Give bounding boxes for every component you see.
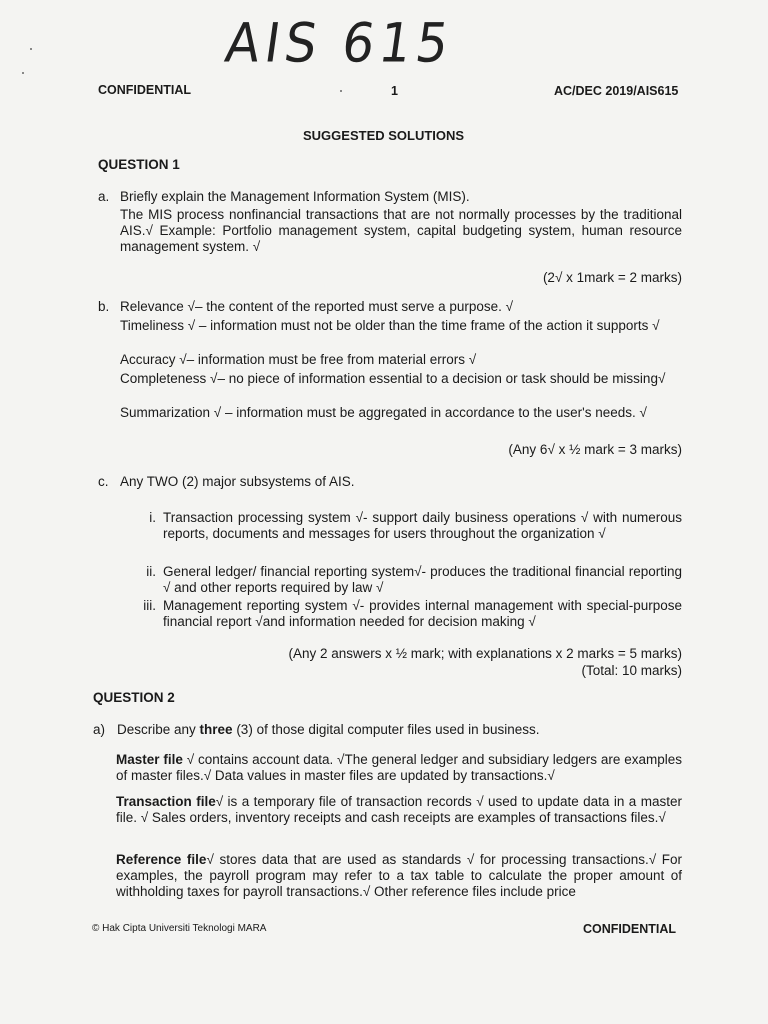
scan-speck [22,72,24,74]
master-file-term: Master file [116,752,183,767]
q1a-marks: (2√ x 1mark = 2 marks) [542,270,682,285]
q1a-label: a. [98,189,110,204]
question-1-heading: QUESTION 1 [98,157,180,172]
q1b-line: Summarization √ – information must be aggregated in accordance to the user's needs. √ [120,405,647,420]
q1c-question: Any TWO (2) major subsystems of AIS. [120,474,355,489]
q1c-marks: (Any 2 answers x ½ mark; with explanations x 2 marks = 5 marks) [288,646,682,661]
q1c-item-text: General ledger/ financial reporting system√- produces the traditional financial reporting √ and other reports required by law √ [163,564,682,595]
q1b-line: Relevance √– the content of the reported must serve a purpose. √ [120,299,514,314]
page-title: SUGGESTED SOLUTIONS [303,128,465,143]
header-paper-code: AC/DEC 2019/AIS615 [554,84,679,98]
transaction-file-term: Transaction file [116,794,216,809]
q1c-item-num: i. [149,510,156,525]
q1c-label: c. [98,474,109,489]
q1-total: (Total: 10 marks) [581,663,682,678]
q1a-answer: The MIS process nonfinancial transactions that are not normally processes by the traditional AIS.√ Example: Portfolio management system, capital budgeting system, human resource management system. √ [120,207,682,254]
footer-confidential: CONFIDENTIAL [583,922,677,936]
header-confidential: CONFIDENTIAL [98,83,192,97]
q2a-question: Describe any three (3) of those digital computer files used in business. [117,722,540,737]
q1c-item-text: Management reporting system √- provides internal management with special-purpose financial report √and information needed for decision making √ [163,598,682,629]
q1b-marks: (Any 6√ x ½ mark = 3 marks) [508,442,682,457]
master-file-paragraph: Master file √ contains account data. √The general ledger and subsidiary ledgers are examples of master files.√ Data values in master files are updated by transactions.√ [116,752,683,783]
q1c-item-num: iii. [143,598,156,613]
q1c-item-num: ii. [146,564,156,579]
reference-file-paragraph: Reference file√ stores data that are used as standards √ for processing transactions.√ For examples, the payroll program may refer to a tax table to calculate the proper amount of withholding taxes for payroll transactions.√ Other reference files include price [116,852,683,899]
footer-copyright: © Hak Cipta Universiti Teknologi MARA [92,923,267,934]
q1b-line: Completeness √– no piece of information essential to a decision or task should be missing√ [120,371,666,386]
q1c-item-text: Transaction processing system √- support daily business operations √ with numerous reports, documents and messages for users throughout the organization √ [163,510,682,541]
transaction-file-paragraph: Transaction file√ is a temporary file of transaction records √ used to update data in a master file. √ Sales orders, inventory receipts and cash receipts are examples of transactions files.√ [116,794,683,825]
question-2-heading: QUESTION 2 [93,690,175,705]
q1b-line: Accuracy √– information must be free from material errors √ [120,352,477,367]
q2a-label: a) [93,722,106,737]
scan-speck [340,90,342,92]
q1b-label: b. [98,299,110,314]
q1b-line: Timeliness √ – information must not be older than the time frame of the action it supports √ [120,318,660,333]
reference-file-term: Reference file [116,852,207,867]
q1a-question: Briefly explain the Management Information System (MIS). [120,189,470,204]
scan-speck [30,48,32,50]
handwritten-course-code: AIS 615 [221,11,458,75]
page-number: 1 [391,84,398,98]
